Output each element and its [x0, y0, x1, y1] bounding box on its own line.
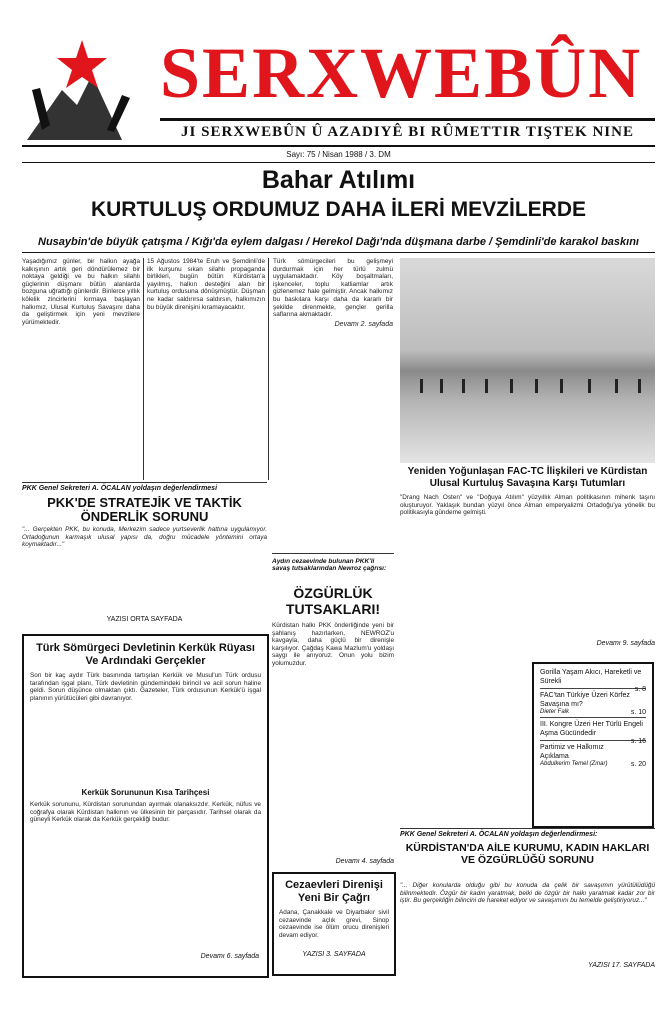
masthead-logo	[22, 30, 140, 145]
lead-col-2: 15 Ağustos 1984'te Eruh ve Şemdinli'de ilk kurşunu sıkan silahlı propaganda birlikleri, bugün bütün Kürdistan'a yayılmış, halkın desteğini alan bir kurtuluş ordusuna dönüşmüştür. Düşman ne kadar saldırırsa saldırsın, halkımızın bu büyük direnişini kıramayacaktır.	[147, 258, 265, 311]
contents-item-title: Gorilla Yaşam Akıcı, Hareketli ve Sürekli	[540, 669, 642, 685]
contents-item	[540, 720, 646, 745]
fac-title: Yeniden Yoğunlaşan FAC-TC İlişkileri ve Kürdistan Ulusal Kurtuluş Savaşına Karşı Tutumları	[407, 466, 648, 489]
column-divider	[143, 258, 144, 480]
masthead-rule-bottom	[22, 145, 655, 147]
cezaevi-body: Adana, Çanakkale ve Diyarbakır sivil cezaevinde açlık grevi, Sinop cezaevinde ise ölüm orucu direnişleri devam ediyor.	[279, 909, 389, 939]
lead-continue: Devamı 2. sayfada	[334, 320, 393, 328]
contents-item-author: Dieter Falk	[540, 709, 570, 715]
lead-headline: Bahar Atılımı	[261, 166, 416, 194]
section-rule	[400, 828, 655, 829]
kerkuk-body-2: Kerkük sorununu, Kürdistan sorunundan ayırmak olanaksızdır. Kerkük, nüfus ve coğrafya olarak Kürdistan halkının ve ülkesinin bir parçasıdır. Tarihsel olarak da güneyli Kerkük olarak da Kerkük gerçekliği budur.	[30, 801, 261, 824]
contents-list	[534, 664, 652, 771]
contents-item-page: s. 16	[630, 738, 646, 745]
issue-rule	[22, 162, 655, 163]
fac-continue: Devamı 9. sayfada	[596, 640, 655, 647]
fac-body: "Drang Nach Osten" ve "Doğuya Atılım" yüzyıllık Alman politikasının mihenk taşını oluşturuyor. Yaklaşık bundan yüzyıl önce Alman emperyalizmi Ortadoğu'ya yönelik bu politikasıyla gündeme gelmişti.	[400, 494, 655, 517]
ozgurluk-title: ÖZGÜRLÜK TUTSAKLARI!	[285, 585, 381, 617]
contents-item	[540, 691, 646, 718]
guerrilla-photo	[400, 258, 655, 463]
kerkuk-body: Son bir kaç aydır Türk basınında tartışılan Kerkük ve Musul'un Türk ordusu tarafından işgal planı, Türk devletinin gündemindeki birincil ve acil sorun haline geldi. Sorun düşünce olmaktan çıktı. Gazeteler, Türk ordusunun Kerkük'ü işgal planının yürütücüleri gibi davranıyor.	[30, 672, 261, 702]
masthead-tagline: JI SERXWEBÛN Û AZADIYÊ BI RÛMETTIR TIŞTEK NINE	[181, 124, 634, 140]
lead-subheadline: KURTULUŞ ORDUMUZ DAHA İLERİ MEVZİLERDE	[90, 198, 587, 221]
cezaevi-continue: YAZISI 3. SAYFADA	[302, 951, 366, 958]
contents-box	[532, 662, 654, 828]
contents-item-title: Partimiz ve Halkımız Açıklama	[540, 744, 604, 760]
contents-item-author: Abdulkerim Temel (Zınar)	[540, 761, 608, 767]
pkk-kicker: PKK Genel Sekreteri A. ÖCALAN yoldaşın değerlendirmesi	[22, 485, 218, 492]
contents-item-page: s. 20	[630, 761, 646, 768]
kerkuk-continue: Devamı 6. sayfada	[200, 953, 259, 960]
aile-body: "... Diğer konularda olduğu gibi bu konuda da çelik bir savaşımın yürütülüdüğü bilinmektedir. Özgür bir kadın yaratmak, belki de özgür bir halkı yaratmak kadar zor bir iştir. Bu gerçekliğin bilincini de hareket ediyor ve savaşımını bu temelde geliştiriyoruz..."	[400, 882, 655, 905]
contents-item-page: s. 10	[630, 709, 646, 716]
aile-continue: YAZISI 17. SAYFADA	[587, 962, 655, 969]
column-divider	[268, 258, 269, 480]
contents-item	[540, 668, 646, 693]
cezaevi-box	[272, 872, 396, 976]
pkk-body: "... Gerçekten PKK, bu konuda, Merkezim sadece yurtseverlik hattına uygulamıyor. Ortadoğunun karmaşık ulusal yapısı da, doğru mücadele yöntemini ortaya koymaktadır..."	[22, 526, 267, 549]
contents-item-page: s. 8	[634, 686, 646, 693]
aile-kicker: PKK Genel Sekreteri A. ÖCALAN yoldaşın değerlendirmesi:	[400, 831, 598, 838]
kerkuk-subhead: Kerkük Sorununun Kısa Tarihçesi	[81, 788, 210, 797]
teaser-rule	[22, 252, 655, 253]
ozgurluk-continue: Devamı 4. sayfada	[335, 858, 394, 865]
ozgurluk-kicker: Aydın cezaevinde bulunan PKK'li savaş tutsaklarından Newroz çağrısı:	[272, 558, 387, 572]
pkk-title: PKK'DE STRATEJİK VE TAKTİK ÖNDERLİK SORUNU	[47, 495, 242, 524]
contents-item-title: III. Kongre Üzeri Her Türlü Engeli Aşma Gücündedir	[540, 721, 643, 737]
contents-item-title: FAC'tan Türkiye Üzeri Körfez Savaşına mı?	[540, 692, 630, 708]
lead-teaser: Nusaybin'de büyük çatışma / Kığı'da eylem dalgası / Herekol Dağı'nda düşmana darbe / Şemdinli'de karakol baskını	[38, 236, 639, 248]
contents-item	[540, 743, 646, 767]
masthead-rule	[160, 118, 655, 121]
lead-col-3: Türk sömürgecileri bu gelişmeyi durdurmak için her türlü zulmü uygulamaktadır. Köy boşaltmaları, işkenceler, toplu katliamlar artık gizlenemez hale gelmiştir. Ancak halkımız bu baskılara karşı daha da kararlı bir şekilde direnmekte, gençler gerilla saflarına akmaktadır. Devamı 2. sayfada	[273, 258, 393, 328]
ozgurluk-body: Kürdistan halkı PKK önderliğinde yeni bir şahlanış hazırlarken, NEWROZ'u kavgayla, daha güçlü bir direnişle karşılıyor. Çağdaş Kawa Mazlum'u yoldaşı saygı ile anıyoruz. Onun yolu bizim yolumuzdur.	[272, 622, 394, 667]
issue-line: Sayı: 75 / Nisan 1988 / 3. DM	[286, 150, 391, 159]
contents-divider	[540, 688, 646, 689]
contents-divider	[540, 717, 646, 718]
cezaevi-title: Cezaevleri Direnişi Yeni Bir Çağrı	[285, 879, 383, 904]
lead-col-1: Yaşadığımız günler, bir halkın ayağa kalkışının artık geri döndürülemez bir noktaya geldiği ve bu halkın silahlı güçlerinin düşmanı bütün alanlarda bozguna uğrattığı günlerdir. Binlerce yıllık kölelik zincirlerini kırmaya başlayan halkımız, Ulusal Kurtuluş Savaşını daha da geliştirmek için yeni mevzilere yürümektedir.	[22, 258, 140, 326]
pkk-continue: YAZISI ORTA SAYFADA	[106, 616, 183, 623]
section-rule	[22, 482, 267, 483]
kerkuk-title: Türk Sömürgeci Devletinin Kerkük Rüyası Ve Ardındaki Gerçekler	[36, 642, 255, 667]
masthead-title: SERXWEBÛN	[160, 33, 643, 113]
kerkuk-box	[22, 634, 269, 978]
section-rule	[272, 553, 394, 554]
aile-title: KÜRDİSTAN'DA AİLE KURUMU, KADIN HAKLARI VE ÖZGÜRLÜĞÜ SORUNU	[405, 842, 650, 866]
